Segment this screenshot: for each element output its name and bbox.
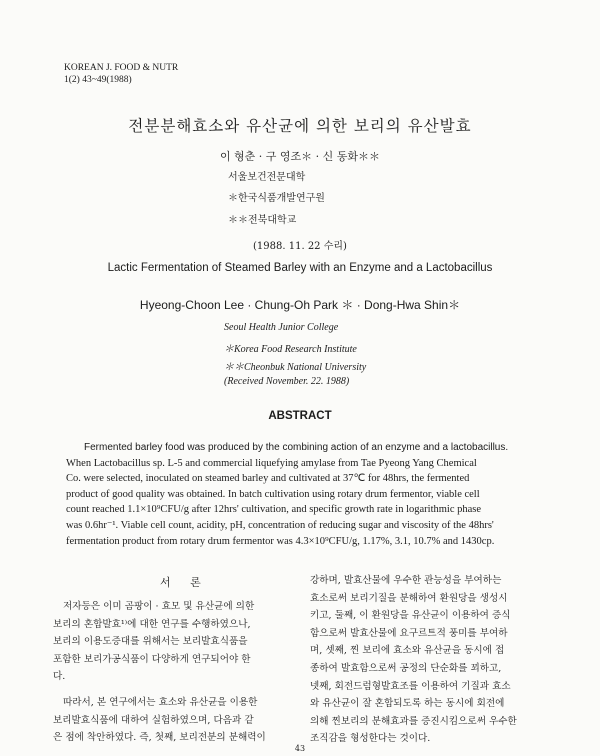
- introduction-right-column: [310, 572, 548, 748]
- body-line: 저자등은 이미 곰팡이 · 효모 및 유산균에 의한: [63, 601, 255, 612]
- abstract-line: product of good quality was obtained. In batch cultivation using rotary drum fermentor, viable cell: [66, 488, 480, 500]
- body-line: 보리의 혼합발효¹⁾에 대한 연구를 수행하였으나,: [53, 618, 251, 630]
- introduction-left-column: [53, 598, 291, 747]
- abstract-body: [66, 440, 544, 549]
- korean-title: 전분분해효소와 유산균에 의한 보리의 유산발효: [128, 117, 472, 135]
- body-line: 조직감을 형성한다는 것이다.: [310, 733, 431, 745]
- body-line: 다.: [53, 671, 66, 683]
- body-line: 와 유산균이 잘 혼합되도록 하는 동시에 회전에: [310, 698, 505, 710]
- journal-header: [64, 62, 178, 86]
- body-line: 보리발효식품에 대하여 실험하였으며, 다음과 같: [53, 714, 254, 726]
- abstract-line: Fermented barley food was produced by the combining action of an enzyme and a lactobacillus.: [84, 442, 509, 453]
- body-line: 키고, 둘째, 이 환원당을 유산균이 이용하여 증식: [310, 610, 511, 622]
- body-line: 며, 셋째, 찐 보리에 효소와 유산균을 동시에 접: [310, 645, 505, 657]
- journal-volume: 1(2) 43~49(1988): [64, 75, 132, 85]
- korean-affiliation-1: 서울보건전문대학: [228, 172, 306, 183]
- abstract-line: Co. were selected, inoculated on steamed barley and cultivated at 37℃ for 48hrs, the fermented: [66, 473, 470, 485]
- page-number: 43: [294, 744, 306, 753]
- english-authors: Hyeong-Choon Lee · Chung-Oh Park ＊ · Dong-Hwa Shin＊: [139, 298, 461, 312]
- abstract-line: count reached 1.1×10⁹CFU/g after 12hrs' cultivation, and specific growth rate in logarithmic phase: [66, 504, 482, 516]
- english-affiliation-2: ＊Korea Food Research Institute: [224, 344, 357, 355]
- body-line: 강하며, 발효산물에 우수한 관능성을 부여하는: [310, 575, 502, 586]
- journal-name: KOREAN J. FOOD & NUTR: [64, 63, 179, 73]
- korean-affiliation-2: ＊한국식품개발연구원: [228, 193, 325, 204]
- body-line: 종하여 발효함으로써 공정의 단순화를 꾀하고,: [310, 662, 502, 674]
- body-line: 포함한 보리가공식품이 다양하게 연구되어야 한: [53, 653, 251, 665]
- english-received-date: (Received November. 22. 1988): [224, 376, 350, 387]
- introduction-heading: 서 론: [160, 576, 209, 589]
- abstract-line: was 0.6hr⁻¹. Viable cell count, acidity, pH, concentration of reducing sugar and viscosity of the 48hrs': [66, 519, 494, 531]
- body-line: 넷째, 회전드럼형발효조를 이용하여 기질과 효소: [310, 680, 511, 692]
- abstract-heading: ABSTRACT: [268, 410, 332, 422]
- body-line: 의해 찐보리의 분해효과를 증진시킴으로써 우수한: [310, 715, 517, 727]
- english-affiliation-3: ＊＊Cheonbuk National University: [224, 362, 367, 373]
- korean-authors: 이 형춘 · 구 영조＊ · 신 동화＊＊: [219, 150, 381, 163]
- korean-received-date: (1988. 11. 22 수리): [253, 241, 347, 252]
- english-affiliation-1: Seoul Health Junior College: [224, 322, 339, 333]
- korean-affiliation-3: ＊＊전북대학교: [228, 215, 297, 226]
- abstract-line: fermentation product from rotary drum fermentor was 4.3×10⁹CFU/g, 1.17%, 3.1, 10.7% and 1430cp.: [66, 535, 495, 547]
- body-line: 따라서, 본 연구에서는 효소와 유산균을 이용한: [63, 696, 258, 708]
- english-title: Lactic Fermentation of Steamed Barley with an Enzyme and a Lactobacillus: [107, 262, 493, 274]
- body-line: 효소로써 보리기질을 분해하여 환원당을 생성시: [310, 592, 508, 604]
- body-line: 함으로써 발효산물에 요구르트적 풍미를 부여하: [310, 627, 508, 639]
- body-line: 보리의 이용도증대를 위해서는 보리발효식품을: [53, 636, 248, 648]
- abstract-line: When Lactobacillus sp. L-5 and commercial liquefying amylase from Tae Pyeong Yang Chemical: [66, 457, 477, 469]
- body-line: 은 점에 착안하였다. 즉, 첫째, 보리전분의 분해력이: [53, 732, 266, 744]
